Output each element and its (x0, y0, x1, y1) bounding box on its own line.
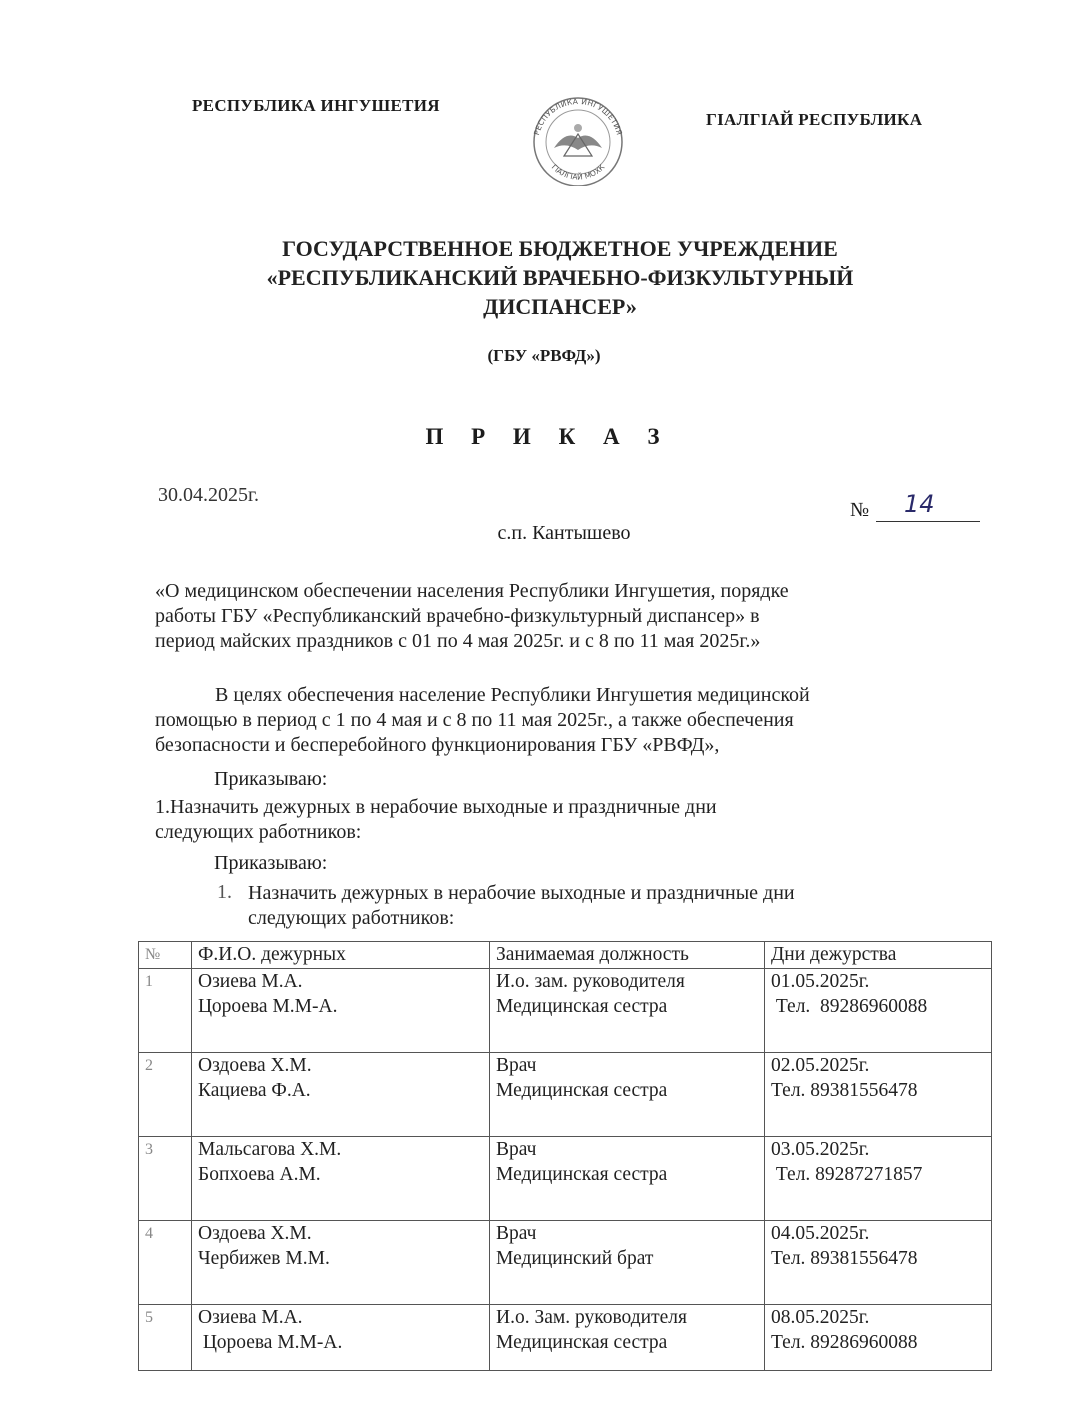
staff-position: Медицинская сестра (496, 1080, 668, 1101)
order-item-1 (155, 795, 717, 845)
staff-name: Оздоева Х.М. (198, 1223, 312, 1244)
column-header-number: № (139, 942, 192, 969)
staff-position: Врач (496, 1139, 537, 1160)
staff-name: Кациева Ф.А. (198, 1080, 311, 1101)
order-number-handwritten: 14 (904, 490, 935, 518)
staff-name: Бопхоева А.М. (198, 1164, 321, 1185)
duty-date-phone (765, 969, 992, 1053)
row-number: 1 (139, 969, 192, 1053)
duty-phone: Тел. 89286960088 (771, 996, 928, 1017)
order-number-label: № (850, 499, 870, 521)
column-header-duty-days: Дни дежурства (765, 942, 992, 969)
duty-staff-names (192, 969, 490, 1053)
order-place: с.п. Кантышево (497, 522, 631, 544)
order-command-label-2: Приказываю: (214, 852, 328, 874)
duty-date-phone (765, 1053, 992, 1137)
table-row (139, 1053, 992, 1137)
preamble-line: безопасности и бесперебойного функционирования ГБУ «РВФД», (155, 734, 720, 756)
subject-line: период майских праздников с 01 по 4 мая 2025г. и с 8 по 11 мая 2025г.» (155, 630, 761, 652)
staff-position: Врач (496, 1055, 537, 1076)
organization-abbreviation: (ГБУ «РВФД») (487, 346, 601, 365)
duty-date-phone (765, 1221, 992, 1305)
item-1-line: следующих работников: (155, 821, 362, 843)
staff-position: И.о. Зам. руководителя (496, 1307, 687, 1328)
staff-position: И.о. зам. руководителя (496, 971, 685, 992)
staff-positions (490, 969, 765, 1053)
duty-date: 01.05.2025г. (771, 971, 870, 992)
staff-name: Чербижев М.М. (198, 1248, 330, 1269)
duty-phone: Тел. 89381556478 (771, 1248, 918, 1269)
order-command-label-1: Приказываю: (214, 768, 328, 790)
duty-phone: Тел. 89381556478 (771, 1080, 918, 1101)
column-header-name: Ф.И.О. дежурных (192, 942, 490, 969)
table-row (139, 1137, 992, 1221)
staff-position: Медицинская сестра (496, 1332, 668, 1353)
organization-line-2: «РЕСПУБЛИКАНСКИЙ ВРАЧЕБНО-ФИЗКУЛЬТУРНЫЙ (266, 265, 854, 290)
preamble-line: помощью в период с 1 по 4 мая и с 8 по 11 мая 2025г., а также обеспечения (155, 709, 794, 731)
duty-date-phone (765, 1137, 992, 1221)
staff-position: Медицинский брат (496, 1248, 654, 1269)
duty-phone: Тел. 89286960088 (771, 1332, 918, 1353)
row-number: 2 (139, 1053, 192, 1137)
emblem-top-text: РЕСПУБЛИКА ИНГУШЕТИЯ (532, 96, 624, 137)
staff-position: Медицинская сестра (496, 996, 668, 1017)
subject-line: «О медицинском обеспечении населения Республики Ингушетия, порядке (155, 580, 789, 602)
header-left-republic: РЕСПУБЛИКА ИНГУШЕТИЯ (192, 96, 440, 115)
order-subject (155, 579, 975, 654)
subject-line: работы ГБУ «Республиканский врачебно-физкультурный диспансер» в (155, 605, 760, 627)
row-number: 3 (139, 1137, 192, 1221)
organization-line-1: ГОСУДАРСТВЕННОЕ БЮДЖЕТНОЕ УЧРЕЖДЕНИЕ (282, 236, 838, 261)
header-right-republic: ГIАЛГIАЙ РЕСПУБЛИКА (706, 110, 923, 129)
order-item-2-marker: 1. (217, 881, 232, 903)
table-row (139, 1221, 992, 1305)
order-date: 30.04.2025г. (158, 484, 259, 506)
document-title: П Р И К А З (425, 424, 671, 449)
column-header-position: Занимаемая должность (490, 942, 765, 969)
staff-position: Медицинская сестра (496, 1164, 668, 1185)
duty-date-phone (765, 1305, 992, 1371)
table-row (139, 969, 992, 1053)
staff-name: Озиева М.А. (198, 971, 303, 992)
table-row (139, 1305, 992, 1371)
table-header-row (139, 942, 992, 969)
organization-line-3: ДИСПАНСЕР» (483, 294, 637, 319)
item-1-line: 1.Назначить дежурных в нерабочие выходные и праздничные дни (155, 796, 717, 818)
order-item-2 (248, 881, 978, 931)
organization-name (180, 234, 940, 321)
duty-schedule-table (138, 941, 992, 1371)
staff-name: Цороева М.М-А. (198, 996, 338, 1017)
staff-name: Цороева М.М-А. (198, 1332, 343, 1353)
duty-date: 08.05.2025г. (771, 1307, 870, 1328)
staff-name: Оздоева Х.М. (198, 1055, 312, 1076)
duty-date: 04.05.2025г. (771, 1223, 870, 1244)
staff-position: Врач (496, 1223, 537, 1244)
order-preamble (155, 683, 975, 758)
duty-date: 03.05.2025г. (771, 1139, 870, 1160)
duty-staff-names (192, 1305, 490, 1371)
staff-positions (490, 1221, 765, 1305)
staff-name: Мальсагова Х.М. (198, 1139, 342, 1160)
svg-text:ГIАЛГIАЙ МОХК (550, 162, 607, 182)
row-number: 4 (139, 1221, 192, 1305)
coat-of-arms-emblem (524, 94, 632, 186)
duty-staff-names (192, 1053, 490, 1137)
staff-positions (490, 1305, 765, 1371)
duty-staff-names (192, 1137, 490, 1221)
duty-date: 02.05.2025г. (771, 1055, 870, 1076)
preamble-line: В целях обеспечения население Республики Ингушетия медицинской (215, 684, 810, 706)
emblem-bottom-text: ГIАЛГIАЙ МОХК (549, 162, 607, 182)
row-number: 5 (139, 1305, 192, 1371)
staff-positions (490, 1137, 765, 1221)
item-2-line: Назначить дежурных в нерабочие выходные и праздничные дни (248, 882, 795, 904)
item-2-line: следующих работников: (248, 907, 455, 929)
duty-staff-names (192, 1221, 490, 1305)
staff-positions (490, 1053, 765, 1137)
duty-phone: Тел. 89287271857 (771, 1164, 923, 1185)
staff-name: Озиева М.А. (198, 1307, 303, 1328)
